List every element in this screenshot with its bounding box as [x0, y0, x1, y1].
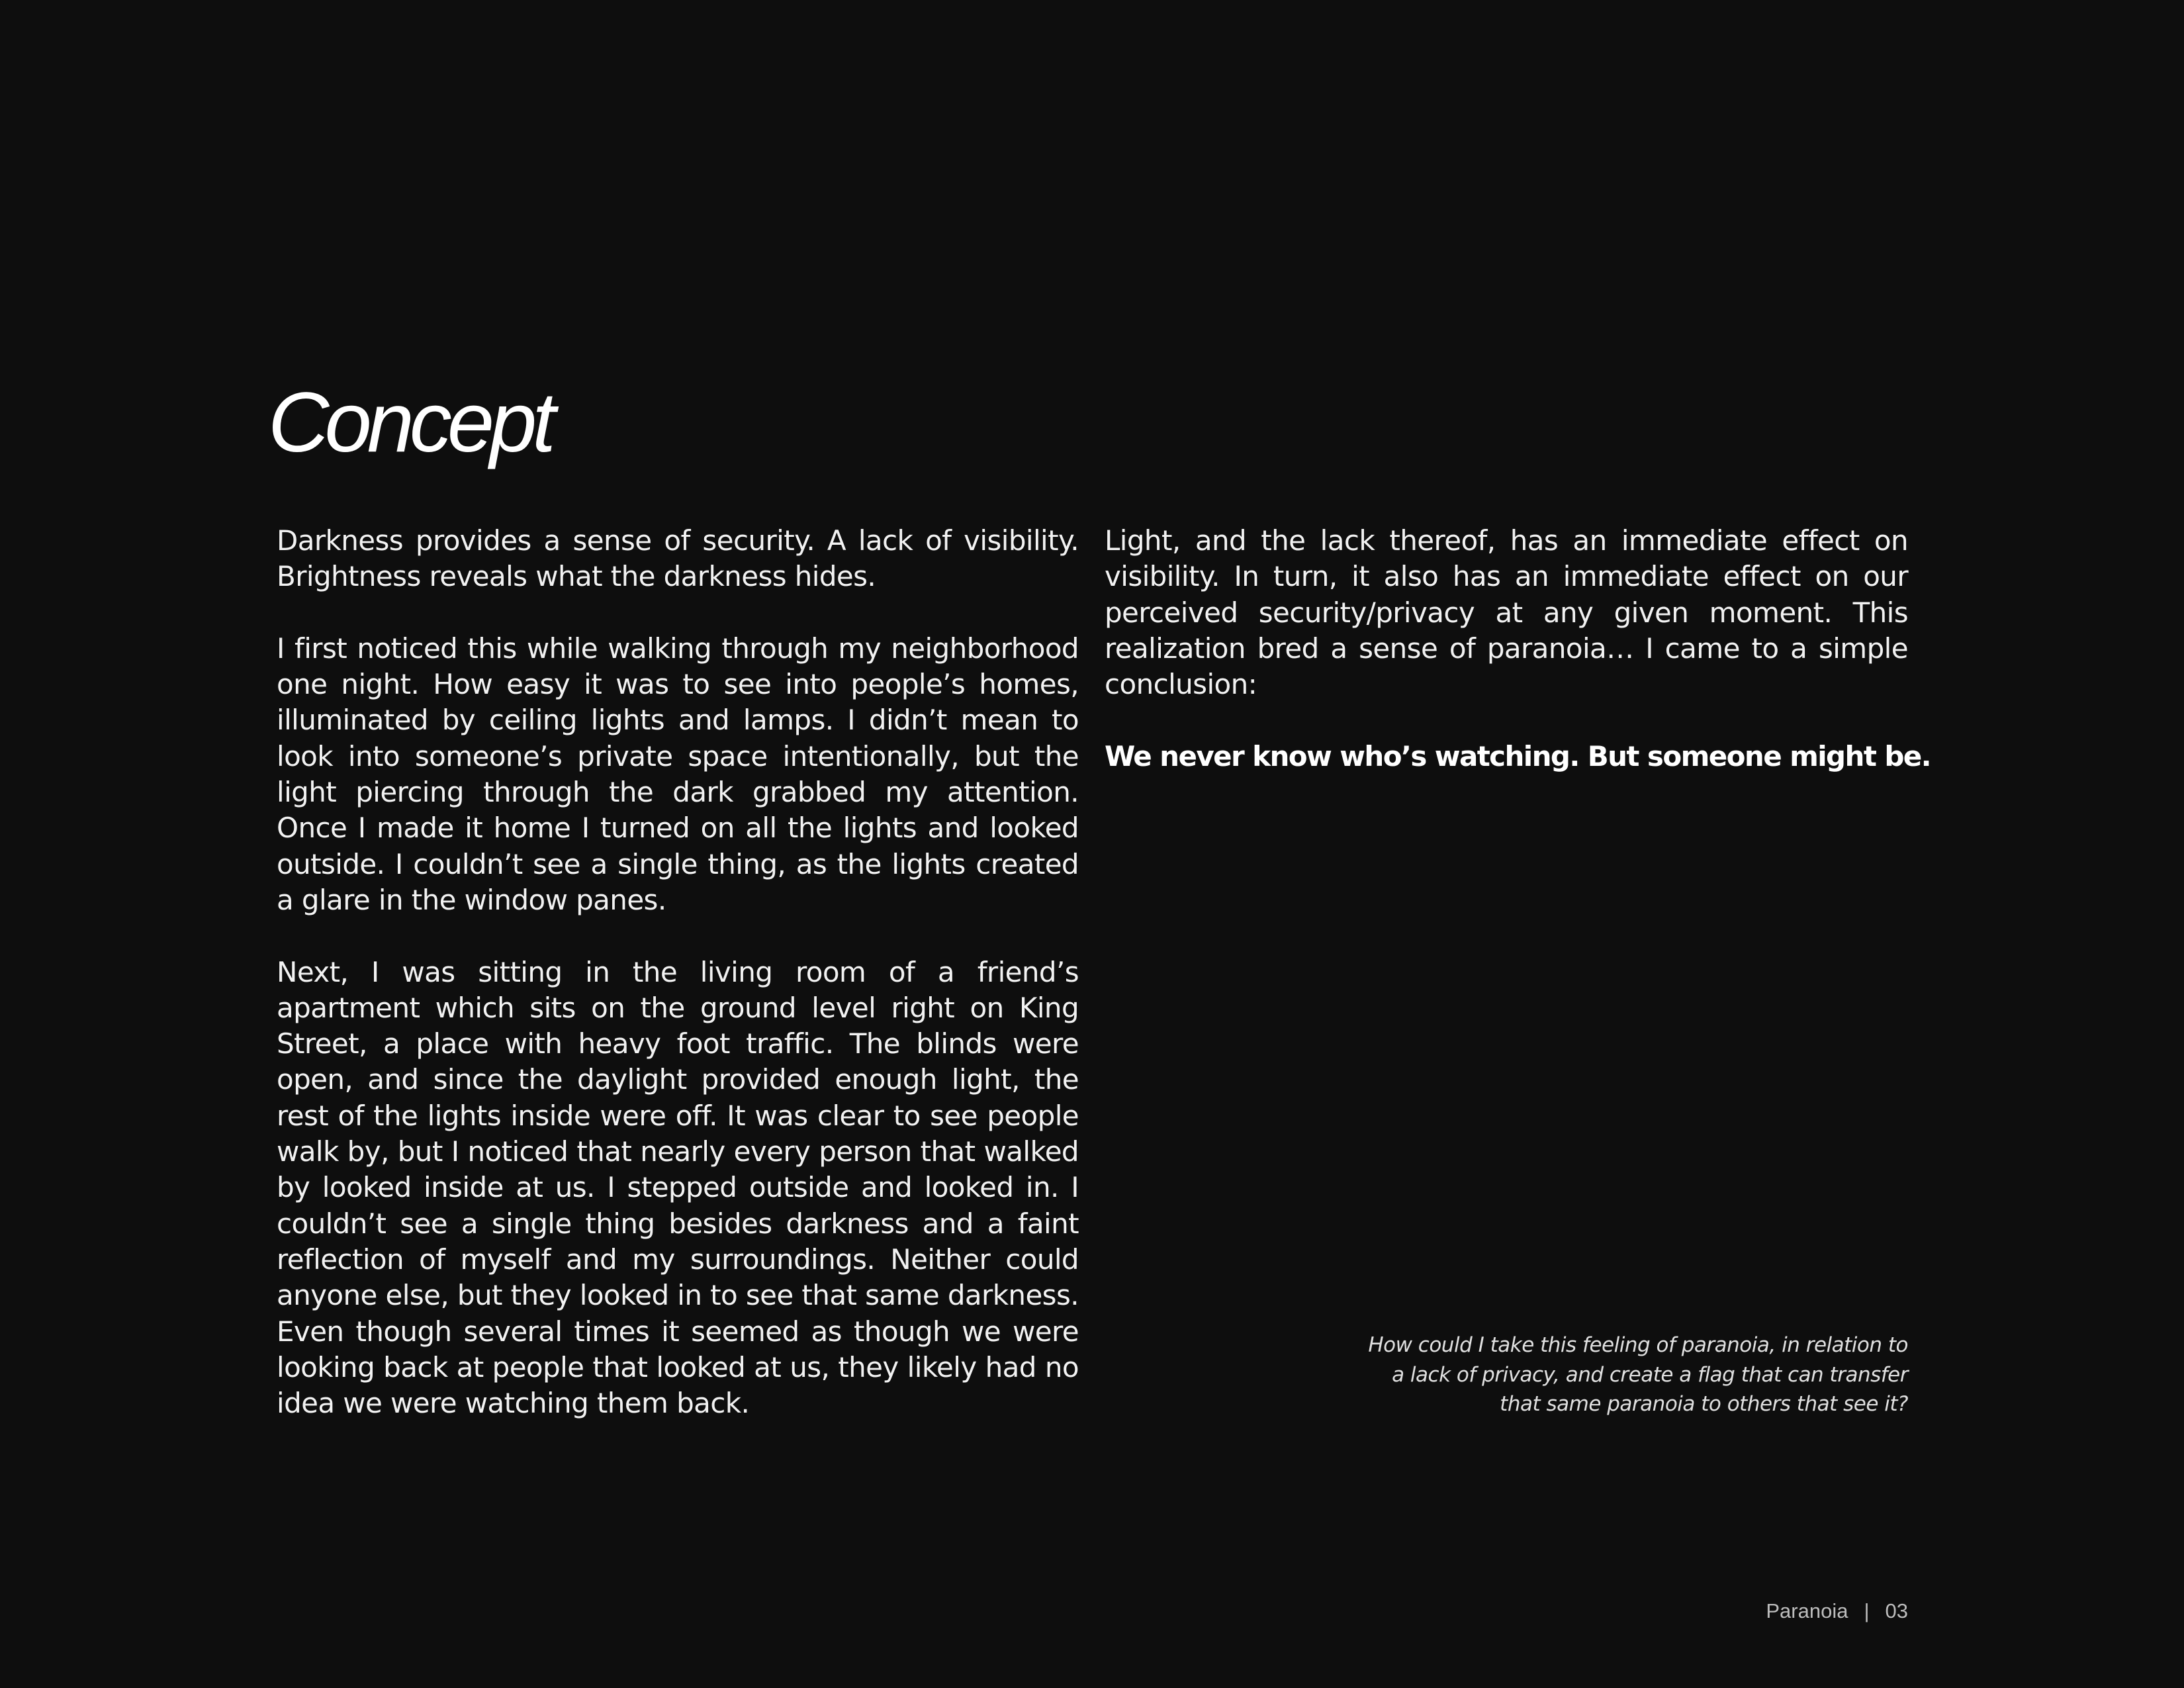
- footer-separator: |: [1864, 1599, 1870, 1622]
- guiding-question: How could I take this feeling of paranoia, in relation to a lack of privacy, and create a flag that can transfer that same paranoia to others that see it?: [1368, 1333, 1908, 1416]
- left-text-column: [277, 523, 1079, 1421]
- page-title: Concept: [268, 375, 551, 470]
- paragraph: Darkness provides a sense of security. A lack of visibility. Brightness reveals what the darkness hides.: [277, 524, 1079, 593]
- publication-name: Paranoia: [1766, 1599, 1848, 1622]
- right-text-column: [1105, 523, 1931, 774]
- emphasis-statement: We never know who’s watching. But someone might be.: [1105, 739, 1931, 773]
- page-footer: [1766, 1601, 1908, 1621]
- page-number: 03: [1885, 1599, 1908, 1622]
- paragraph: Light, and the lack thereof, has an immediate effect on visibility. In turn, it also has an immediate effect on our perceived security/privacy at any given moment. This realization bred a sense of paranoia… I came to a simple conclusion:: [1105, 524, 1908, 701]
- paragraph: Next, I was sitting in the living room of a friend’s apartment which sits on the ground level right on King Street, a place with heavy foot traffic. The blinds were open, and since the daylight provided enough light, the rest of the lights inside were off. It was clear to see people walk by, but I noticed that nearly every person that walked by looked inside at us. I stepped outside and looked in. I couldn’t see a single thing besides darkness and a faint reflection of myself and my surroundings. Neither could anyone else, but they looked in to see that same darkness. Even though several times it seemed as though we were looking back at people that looked at us, they likely had no idea we were watching them back.: [277, 955, 1079, 1420]
- paragraph: I first noticed this while walking through my neighborhood one night. How easy it was to see into people’s homes, illuminated by ceiling lights and lamps. I didn’t mean to look into someone’s private space intentionally, but the light piercing through the dark grabbed my attention. Once I made it home I turned on all the lights and looked outside. I couldn’t see a single thing, as the lights created a glare in the window panes.: [277, 632, 1079, 916]
